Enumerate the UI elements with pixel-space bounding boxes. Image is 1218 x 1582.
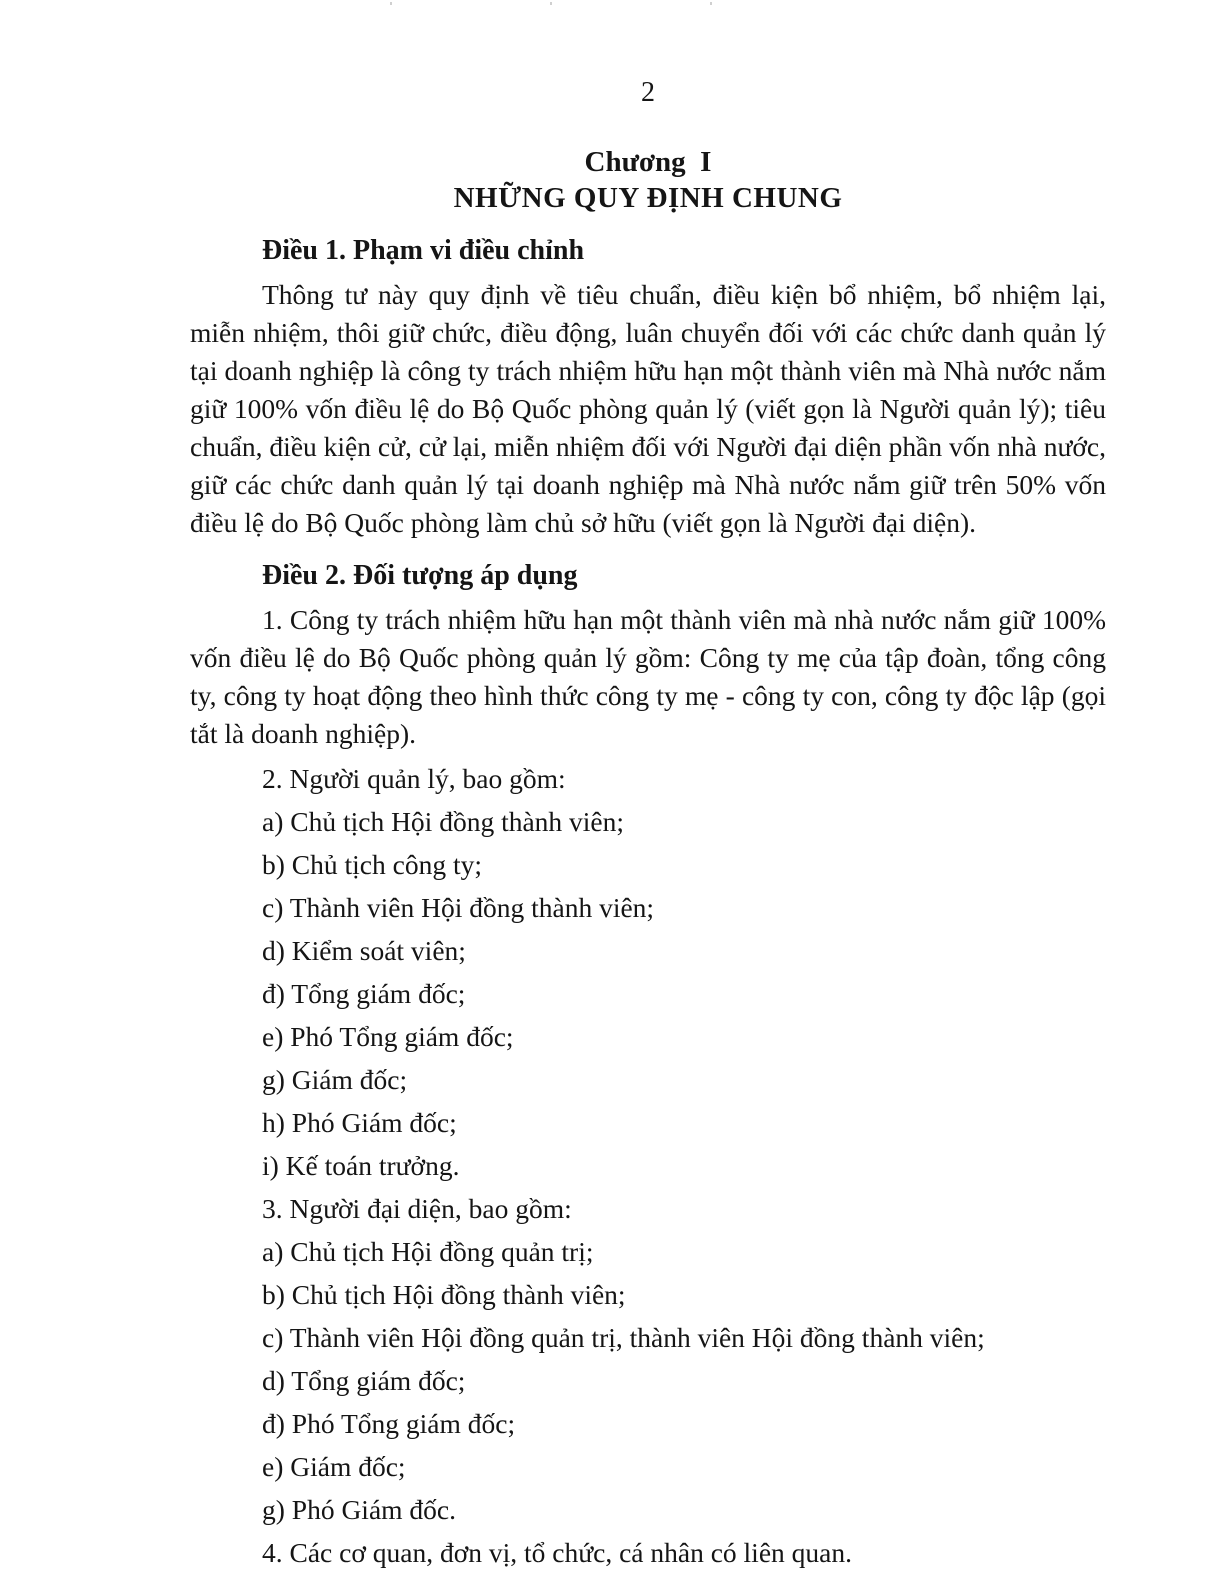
- clause-3-item: b) Chủ tịch Hội đồng thành viên;: [262, 1279, 626, 1310]
- scan-artifact: [390, 2, 730, 5]
- clause-3-intro: 3. Người đại diện, bao gồm:: [262, 1193, 572, 1224]
- clause-4: 4. Các cơ quan, đơn vị, tổ chức, cá nhân có liên quan.: [262, 1537, 852, 1568]
- clause-2-intro: 2. Người quản lý, bao gồm:: [262, 763, 566, 794]
- article-1-heading: Điều 1. Phạm vi điều chỉnh: [262, 235, 585, 266]
- clause-3-item: a) Chủ tịch Hội đồng quản trị;: [262, 1236, 594, 1267]
- article-2-heading: Điều 2. Đối tượng áp dụng: [262, 560, 578, 591]
- clause-2-item: a) Chủ tịch Hội đồng thành viên;: [262, 806, 625, 837]
- clause-3-item: c) Thành viên Hội đồng quản trị, thành viên Hội đồng thành viên;: [262, 1322, 985, 1353]
- clause-2-item: i) Kế toán trưởng.: [262, 1150, 460, 1181]
- clause-3-item: e) Giám đốc;: [262, 1451, 406, 1482]
- clause-2-item: g) Giám đốc;: [262, 1064, 408, 1095]
- clause-2-item: c) Thành viên Hội đồng thành viên;: [262, 892, 655, 923]
- chapter-title: NHỮNG QUY ĐỊNH CHUNG: [453, 182, 843, 214]
- clause-3-item: d) Tổng giám đốc;: [262, 1365, 466, 1396]
- clause-2-item: d) Kiểm soát viên;: [262, 935, 466, 966]
- clause-2-item: b) Chủ tịch công ty;: [262, 849, 482, 880]
- clause-3-item: đ) Phó Tổng giám đốc;: [262, 1408, 516, 1439]
- chapter-block: [190, 144, 1106, 217]
- clause-3-item: g) Phó Giám đốc.: [262, 1494, 457, 1525]
- chapter-heading: Chương I: [584, 146, 712, 178]
- article-1-body: Thông tư này quy định về tiêu chuẩn, điều kiện bổ nhiệm, bổ nhiệm lại, miễn nhiệm, thôi giữ chức, điều động, luân chuyển đối với các chức danh quản lý tại doanh nghiệp là công ty trách nhiệm hữu hạn một thành viên mà Nhà nước nắm giữ 100% vốn điều lệ do Bộ Quốc phòng quản lý (viết gọn là Người quản lý); tiêu chuẩn, điều kiện cử, cử lại, miễn nhiệm đối với Người đại diện phần vốn nhà nước, giữ các chức danh quản lý tại doanh nghiệp mà Nhà nước nắm giữ trên 50% vốn điều lệ do Bộ Quốc phòng làm chủ sở hữu (viết gọn là Người đại diện).: [190, 279, 1106, 538]
- clause-2-item: h) Phó Giám đốc;: [262, 1107, 457, 1138]
- clause-2-item: đ) Tổng giám đốc;: [262, 978, 466, 1009]
- page-number: 2: [641, 77, 655, 108]
- article-2-clause-1: 1. Công ty trách nhiệm hữu hạn một thành viên mà nhà nước nắm giữ 100% vốn điều lệ do Bộ Quốc phòng quản lý gồm: Công ty mẹ của tập đoàn, tổng công ty, công ty hoạt động theo hình thức công ty mẹ - công ty con, công ty độc lập (gọi tắt là doanh nghiệp).: [190, 604, 1106, 749]
- clause-2-item: e) Phó Tổng giám đốc;: [262, 1021, 514, 1052]
